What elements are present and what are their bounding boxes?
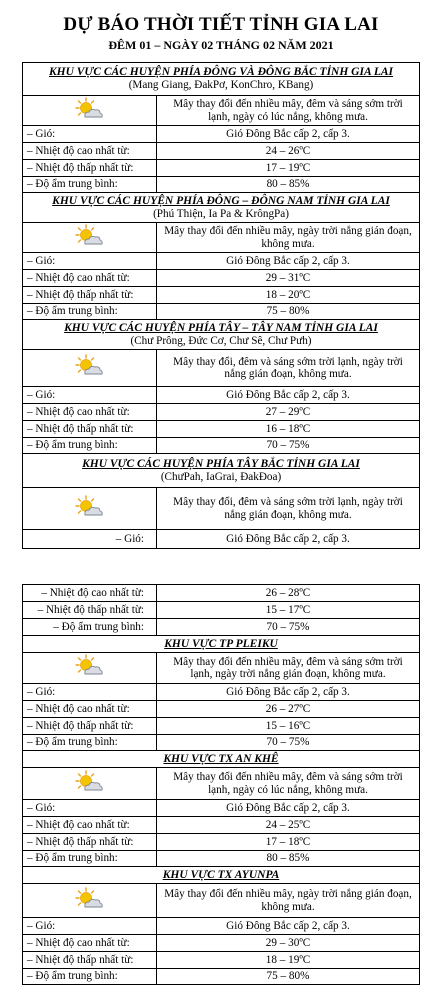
humidity-label: – Độ ẩm trung bình: [23, 619, 157, 636]
humidity-row [23, 304, 420, 320]
wind-row [23, 253, 420, 270]
weather-icon-cell [23, 884, 157, 918]
region-description-row [23, 96, 420, 126]
min-temp-row [23, 287, 420, 304]
region-description-row [23, 653, 420, 684]
wind-label: – Gió: [23, 387, 157, 404]
humidity-value: 70 – 75% [157, 438, 420, 454]
weather-icon-cell [23, 96, 157, 126]
wind-value: Gió Đông Bắc cấp 2, cấp 3. [157, 918, 420, 935]
wind-value: Gió Đông Bắc cấp 2, cấp 3. [157, 530, 420, 549]
wind-label: – Gió: [23, 253, 157, 270]
humidity-value: 80 – 85% [157, 177, 420, 193]
region-title: KHU VỰC TP PLEIKU [164, 637, 278, 650]
min-temp-value: 15 – 17ºC [157, 602, 420, 619]
humidity-value: 70 – 75% [157, 619, 420, 636]
max-temp-row [23, 270, 420, 287]
region-description: Mây thay đổi đến nhiều mây, đêm và sáng sớm trời lạnh, ngày có lúc nắng, không mưa. [157, 768, 420, 800]
min-temp-row [23, 602, 420, 619]
weather-icon-cell [23, 223, 157, 253]
weather-icon-cell [23, 350, 157, 387]
humidity-value: 80 – 85% [157, 851, 420, 867]
wind-label: – Gió: [23, 684, 157, 701]
region-subtitle: (ChưPah, IaGrai, ĐakĐoa) [160, 470, 282, 483]
wind-row [23, 126, 420, 143]
max-temp-value: 24 – 25ºC [157, 817, 420, 834]
humidity-label: – Độ ẩm trung bình: [23, 735, 157, 751]
wind-value: Gió Đông Bắc cấp 2, cấp 3. [157, 126, 420, 143]
max-temp-label: – Nhiệt độ cao nhất từ: [23, 143, 157, 160]
max-temp-row [23, 817, 420, 834]
max-temp-value: 29 – 30ºC [157, 935, 420, 952]
min-temp-value: 18 – 19ºC [157, 952, 420, 969]
region-title: KHU VỰC CÁC HUYỆN PHÍA TÂY BẮC TỈNH GIA LAI [82, 457, 360, 470]
forecast-table-bottom [22, 584, 420, 985]
humidity-row [23, 177, 420, 193]
region-description-row [23, 350, 420, 387]
humidity-label: – Độ ẩm trung bình: [23, 969, 157, 985]
humidity-row [23, 619, 420, 636]
region-title: KHU VỰC CÁC HUYỆN PHÍA TÂY – TÂY NAM TỈNH GIA LAI [64, 321, 378, 334]
min-temp-row [23, 952, 420, 969]
min-temp-label: – Nhiệt độ thấp nhất từ: [23, 421, 157, 438]
max-temp-value: 26 – 27ºC [157, 701, 420, 718]
humidity-label: – Độ ẩm trung bình: [23, 177, 157, 193]
region-title: KHU VỰC CÁC HUYỆN PHÍA ĐÔNG – ĐÔNG NAM TỈNH GIA LAI [52, 194, 390, 207]
wind-row [23, 800, 420, 817]
min-temp-value: 15 – 16ºC [157, 718, 420, 735]
region-header [23, 320, 420, 350]
region-description-row [23, 488, 420, 530]
region-description: Mây thay đổi, đêm và sáng sớm trời lạnh, ngày trời nắng gián đoạn, không mưa. [157, 488, 420, 530]
max-temp-row [23, 935, 420, 952]
min-temp-value: 18 – 20ºC [157, 287, 420, 304]
region-header [23, 867, 420, 884]
partly-cloudy-sun-icon [75, 654, 105, 682]
max-temp-row [23, 585, 420, 602]
min-temp-label: – Nhiệt độ thấp nhất từ: [23, 718, 157, 735]
wind-label: – Gió: [23, 530, 157, 549]
humidity-value: 75 – 80% [157, 304, 420, 320]
min-temp-label: – Nhiệt độ thấp nhất từ: [23, 834, 157, 851]
page-subtitle: ĐÊM 01 – NGÀY 02 THÁNG 02 NĂM 2021 [108, 38, 334, 52]
wind-row [23, 387, 420, 404]
min-temp-label: – Nhiệt độ thấp nhất từ: [23, 952, 157, 969]
region-description-row [23, 768, 420, 800]
wind-label: – Gió: [23, 126, 157, 143]
region-title: KHU VỰC TX AYUNPA [162, 868, 280, 881]
region-description: Mây thay đổi đến nhiều mây, đêm và sáng sớm trời lạnh, ngày trời nắng gián đoạn, không mưa. [157, 653, 420, 684]
region-description-row [23, 223, 420, 253]
region-header [23, 636, 420, 653]
region-subtitle: (Mang Giang, ĐakPơ, KonChro, KBang) [128, 79, 314, 91]
humidity-row [23, 438, 420, 454]
max-temp-label: – Nhiệt độ cao nhất từ: [23, 404, 157, 421]
max-temp-value: 27 – 29ºC [157, 404, 420, 421]
wind-row [23, 530, 420, 549]
min-temp-label: – Nhiệt độ thấp nhất từ: [23, 602, 157, 619]
max-temp-label: – Nhiệt độ cao nhất từ: [23, 270, 157, 287]
region-header [23, 193, 420, 223]
region-subtitle: (Chư Prông, Đức Cơ, Chư Sê, Chư Pưh) [130, 334, 312, 347]
max-temp-row [23, 701, 420, 718]
region-description: Mây thay đổi đến nhiều mây, ngày trời nắng gián đoạn, không mưa. [157, 884, 420, 918]
humidity-row [23, 969, 420, 985]
wind-value: Gió Đông Bắc cấp 2, cấp 3. [157, 800, 420, 817]
min-temp-row [23, 160, 420, 177]
max-temp-label: – Nhiệt độ cao nhất từ: [23, 935, 157, 952]
min-temp-row [23, 834, 420, 851]
region-title: KHU VỰC TX AN KHÊ [163, 752, 279, 765]
humidity-row [23, 735, 420, 751]
partly-cloudy-sun-icon [75, 495, 105, 523]
max-temp-value: 26 – 28ºC [157, 585, 420, 602]
weather-icon-cell [23, 768, 157, 800]
region-header [23, 751, 420, 768]
partly-cloudy-sun-icon [75, 97, 105, 125]
min-temp-value: 17 – 19ºC [157, 160, 420, 177]
forecast-table-top [22, 62, 420, 549]
region-description: Mây thay đổi, đêm và sáng sớm trời lạnh, ngày trời nắng gián đoạn, không mưa. [157, 350, 420, 387]
partly-cloudy-sun-icon [75, 224, 105, 252]
min-temp-row [23, 718, 420, 735]
max-temp-value: 24 – 26ºC [157, 143, 420, 160]
min-temp-value: 16 – 18ºC [157, 421, 420, 438]
region-description: Mây thay đổi đến nhiều mây, ngày trời nắng gián đoạn, không mưa. [157, 223, 420, 253]
min-temp-row [23, 421, 420, 438]
humidity-label: – Độ ẩm trung bình: [23, 851, 157, 867]
region-description-row [23, 884, 420, 918]
region-subtitle: (Phú Thiện, Ia Pa & KrôngPa) [153, 207, 289, 220]
max-temp-label: – Nhiệt độ cao nhất từ: [23, 701, 157, 718]
max-temp-value: 29 – 31ºC [157, 270, 420, 287]
humidity-value: 70 – 75% [157, 735, 420, 751]
humidity-label: – Độ ẩm trung bình: [23, 438, 157, 454]
min-temp-value: 17 – 18ºC [157, 834, 420, 851]
wind-row [23, 918, 420, 935]
partly-cloudy-sun-icon [75, 354, 105, 382]
wind-label: – Gió: [23, 918, 157, 935]
min-temp-label: – Nhiệt độ thấp nhất từ: [23, 287, 157, 304]
max-temp-row [23, 143, 420, 160]
humidity-value: 75 – 80% [157, 969, 420, 985]
humidity-row [23, 851, 420, 867]
region-description: Mây thay đổi đến nhiều mây, đêm và sáng sớm trời lạnh, ngày có lúc nắng, không mưa. [157, 96, 420, 126]
region-title: KHU VỰC CÁC HUYỆN PHÍA ĐÔNG VÀ ĐÔNG BẮC TỈNH GIA LAI [48, 66, 394, 78]
region-header [23, 63, 420, 96]
max-temp-label: – Nhiệt độ cao nhất từ: [23, 817, 157, 834]
wind-label: – Gió: [23, 800, 157, 817]
min-temp-label: – Nhiệt độ thấp nhất từ: [23, 160, 157, 177]
partly-cloudy-sun-icon [75, 887, 105, 915]
max-temp-label: – Nhiệt độ cao nhất từ: [23, 585, 157, 602]
region-header [23, 454, 420, 488]
weather-icon-cell [23, 488, 157, 530]
weather-icon-cell [23, 653, 157, 684]
wind-value: Gió Đông Bắc cấp 2, cấp 3. [157, 684, 420, 701]
max-temp-row [23, 404, 420, 421]
humidity-label: – Độ ẩm trung bình: [23, 304, 157, 320]
wind-row [23, 684, 420, 701]
partly-cloudy-sun-icon [75, 770, 105, 798]
wind-value: Gió Đông Bắc cấp 2, cấp 3. [157, 387, 420, 404]
wind-value: Gió Đông Bắc cấp 2, cấp 3. [157, 253, 420, 270]
page-title: DỰ BÁO THỜI TIẾT TỈNH GIA LAI [63, 14, 379, 35]
